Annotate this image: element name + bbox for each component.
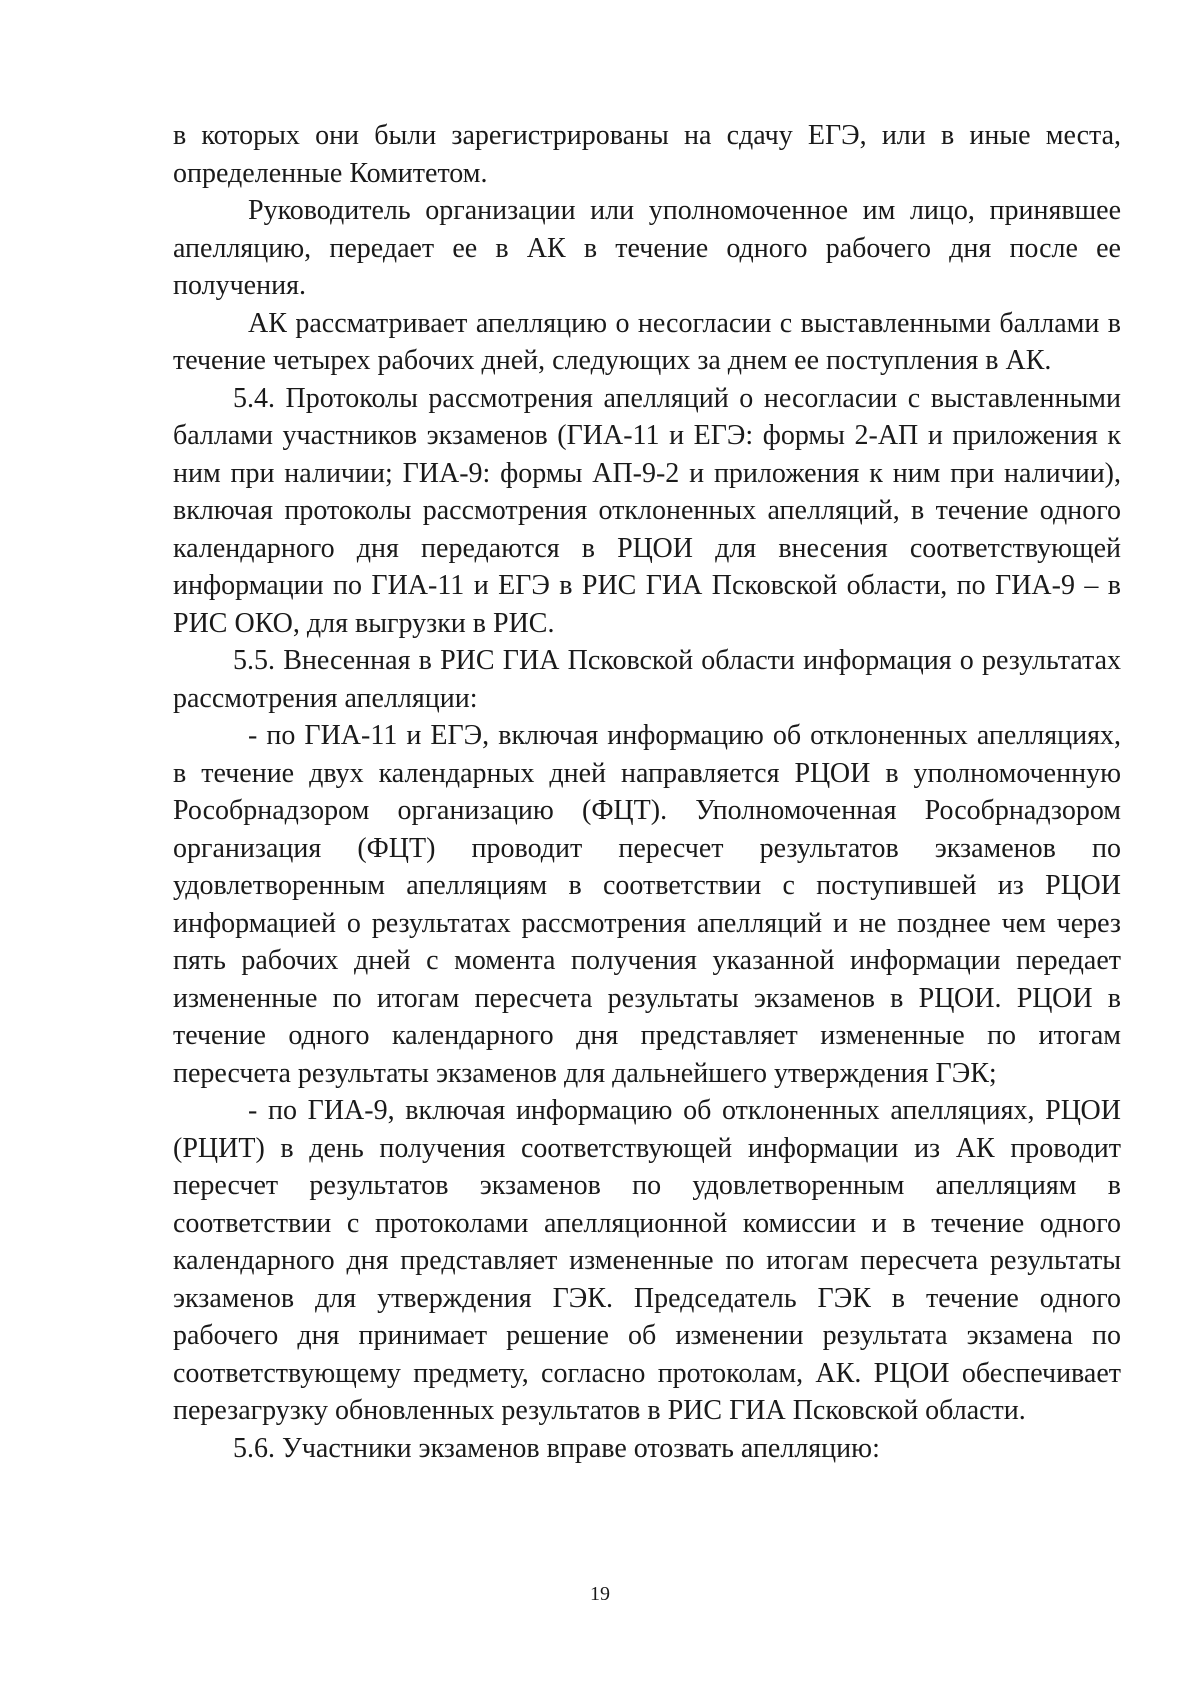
paragraph-5-5: 5.5. Внесенная в РИС ГИА Псковской области информация о результатах рассмотрения апелляции: xyxy=(173,645,1121,714)
paragraph-5-6: 5.6. Участники экзаменов вправе отозвать апелляцию: xyxy=(233,1432,880,1464)
document-body xyxy=(173,117,1121,1467)
paragraph-ak-review: АК рассматривает апелляцию о несогласии с выставленными баллами в течение четырех рабочих дней, следующих за днем ее поступления в АК. xyxy=(173,307,1121,376)
paragraph-5-4: 5.4. Протоколы рассмотрения апелляций о несогласии с выставленными баллами участников экзаменов (ГИА-11 и ЕГЭ: формы 2-АП и приложения к ним при наличии; ГИА-9: формы АП-9-2 и приложения к ним при наличии), включая протоколы рассмотрения отклоненных апелляций, в течение одного календарного дня передаются в РЦОИ для внесения соответствующей информации по ГИА-11 и ЕГЭ в РИС ГИА Псковской области, по ГИА-9 – в РИС ОКО, для выгрузки в РИС. xyxy=(173,382,1121,639)
paragraph-gia-11-ege: - по ГИА-11 и ЕГЭ, включая информацию об отклоненных апелляциях, в течение двух календарных дней направляется РЦОИ в уполномоченную Рособрнадзором организацию (ФЦТ). Уполномоченная Рособрнадзором организация (ФЦТ) проводит пересчет результатов экзаменов по удовлетворенным апелляциям в соответствии с поступившей из РЦОИ информацией о результатах рассмотрения апелляций и не позднее чем через пять рабочих дней с момента получения указанной информации передает измененные по итогам пересчета результаты экзаменов в РЦОИ. РЦОИ в течение одного календарного дня представляет измененные по итогам пересчета результаты экзаменов для дальнейшего утверждения ГЭК; xyxy=(173,720,1121,1089)
paragraph-gia-9: - по ГИА-9, включая информацию об отклоненных апелляциях, РЦОИ (РЦИТ) в день получения соответствующей информации из АК проводит пересчет результатов экзаменов по удовлетворенным апелляциям в соответствии с протоколами апелляционной комиссии и в течение одного календарного дня представляет измененные по итогам пересчета результаты экзаменов для утверждения ГЭК. Председатель ГЭК в течение одного рабочего дня принимает решение об изменении результата экзамена по соответствующему предмету, согласно протоколам, АК. РЦОИ обеспечивает перезагрузку обновленных результатов в РИС ГИА Псковской области. xyxy=(173,1095,1121,1426)
paragraph-continuation: в которых они были зарегистрированы на сдачу ЕГЭ, или в иные места, определенные Комитетом. xyxy=(173,120,1121,189)
page-number: 19 xyxy=(590,1583,610,1605)
paragraph-head-of-organization: Руководитель организации или уполномоченное им лицо, принявшее апелляцию, передает ее в АК в течение одного рабочего дня после ее получения. xyxy=(173,195,1121,301)
